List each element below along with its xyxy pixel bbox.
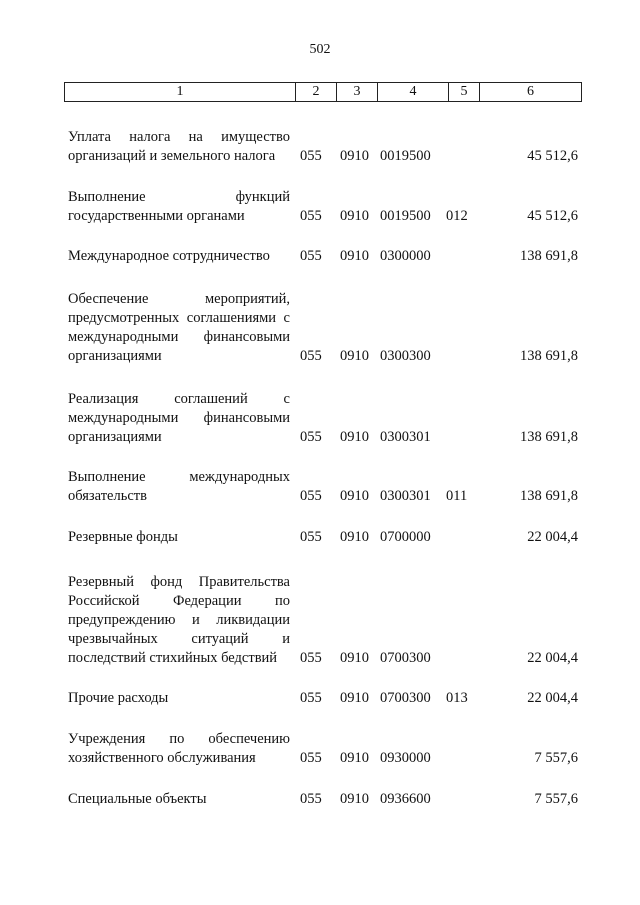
row-col-3: 0910	[340, 488, 369, 504]
row-amount: 45 512,6	[527, 148, 578, 164]
row-amount: 22 004,4	[527, 529, 578, 545]
row-col-4: 0700300	[380, 650, 431, 666]
row-col-4: 0300300	[380, 348, 431, 364]
row-col-2: 055	[300, 690, 322, 706]
row-col-4: 0300301	[380, 429, 431, 445]
row-col-3: 0910	[340, 348, 369, 364]
row-name: Реализация соглашений с международными финансовыми организациями	[68, 391, 290, 445]
row-amount: 138 691,8	[520, 488, 578, 504]
row-name: Учреждения по обеспечению хозяйственного обслуживания	[68, 731, 290, 766]
row-col-4: 0019500	[380, 148, 431, 164]
row-amount: 22 004,4	[527, 690, 578, 706]
row-amount: 138 691,8	[520, 348, 578, 364]
row-col-2: 055	[300, 148, 322, 164]
header-col-1: 1	[65, 83, 296, 101]
row-amount: 7 557,6	[534, 750, 578, 766]
row-col-3: 0910	[340, 750, 369, 766]
row-col-2: 055	[300, 529, 322, 545]
row-col-4: 0700300	[380, 690, 431, 706]
table-row	[64, 390, 582, 447]
row-name: Специальные объекты	[68, 791, 207, 807]
row-amount: 22 004,4	[527, 650, 578, 666]
row-col-2: 055	[300, 208, 322, 224]
row-col-4: 0019500	[380, 208, 431, 224]
table-header	[64, 82, 582, 102]
row-col-3: 0910	[340, 690, 369, 706]
table-row	[64, 468, 582, 506]
row-name: Международное сотрудничество	[68, 248, 270, 264]
row-col-5: 013	[446, 690, 468, 706]
row-name: Резервный фонд Правительства Российской Федерации по предупреждению и ликвидации чрезвычайных ситуаций и последствий стихийных бедствий	[68, 574, 290, 666]
table-row	[64, 688, 582, 708]
row-name: Резервные фонды	[68, 529, 178, 545]
table-row	[64, 730, 582, 768]
table-row	[64, 789, 582, 809]
row-col-5: 012	[446, 208, 468, 224]
row-col-5: 011	[446, 488, 468, 504]
table-row	[64, 290, 582, 366]
row-name: Выполнение функций государственными органами	[68, 189, 290, 224]
row-col-2: 055	[300, 750, 322, 766]
header-col-2: 2	[296, 83, 337, 101]
row-col-2: 055	[300, 488, 322, 504]
header-col-3: 3	[337, 83, 378, 101]
row-col-3: 0910	[340, 208, 369, 224]
row-amount: 45 512,6	[527, 208, 578, 224]
row-name: Уплата налога на имущество организаций и земельного налога	[68, 129, 290, 164]
row-col-2: 055	[300, 791, 322, 807]
row-col-3: 0910	[340, 791, 369, 807]
table-row	[64, 188, 582, 226]
row-col-3: 0910	[340, 650, 369, 666]
header-col-4: 4	[378, 83, 449, 101]
header-col-6: 6	[527, 84, 534, 99]
row-col-2: 055	[300, 348, 322, 364]
table-row	[64, 527, 582, 547]
row-col-3: 0910	[340, 248, 369, 264]
table-row	[64, 246, 582, 266]
row-name: Выполнение международных обязательств	[68, 469, 290, 504]
row-amount: 138 691,8	[520, 429, 578, 445]
row-col-2: 055	[300, 429, 322, 445]
table-row	[64, 128, 582, 166]
row-name: Обеспечение мероприятий, предусмотренных соглашениями с международными финансовыми организациями	[68, 291, 290, 364]
row-col-3: 0910	[340, 148, 369, 164]
row-col-2: 055	[300, 248, 322, 264]
row-col-4: 0300301	[380, 488, 431, 504]
row-col-4: 0700000	[380, 529, 431, 545]
header-col-5: 5	[449, 83, 480, 101]
table-row	[64, 572, 582, 668]
row-amount: 138 691,8	[520, 248, 578, 264]
row-col-4: 0930000	[380, 750, 431, 766]
row-amount: 7 557,6	[534, 791, 578, 807]
page-number: 502	[309, 42, 331, 57]
row-col-3: 0910	[340, 429, 369, 445]
row-name: Прочие расходы	[68, 690, 169, 706]
row-col-4: 0300000	[380, 248, 431, 264]
row-col-2: 055	[300, 650, 322, 666]
row-col-4: 0936600	[380, 791, 431, 807]
row-col-3: 0910	[340, 529, 369, 545]
